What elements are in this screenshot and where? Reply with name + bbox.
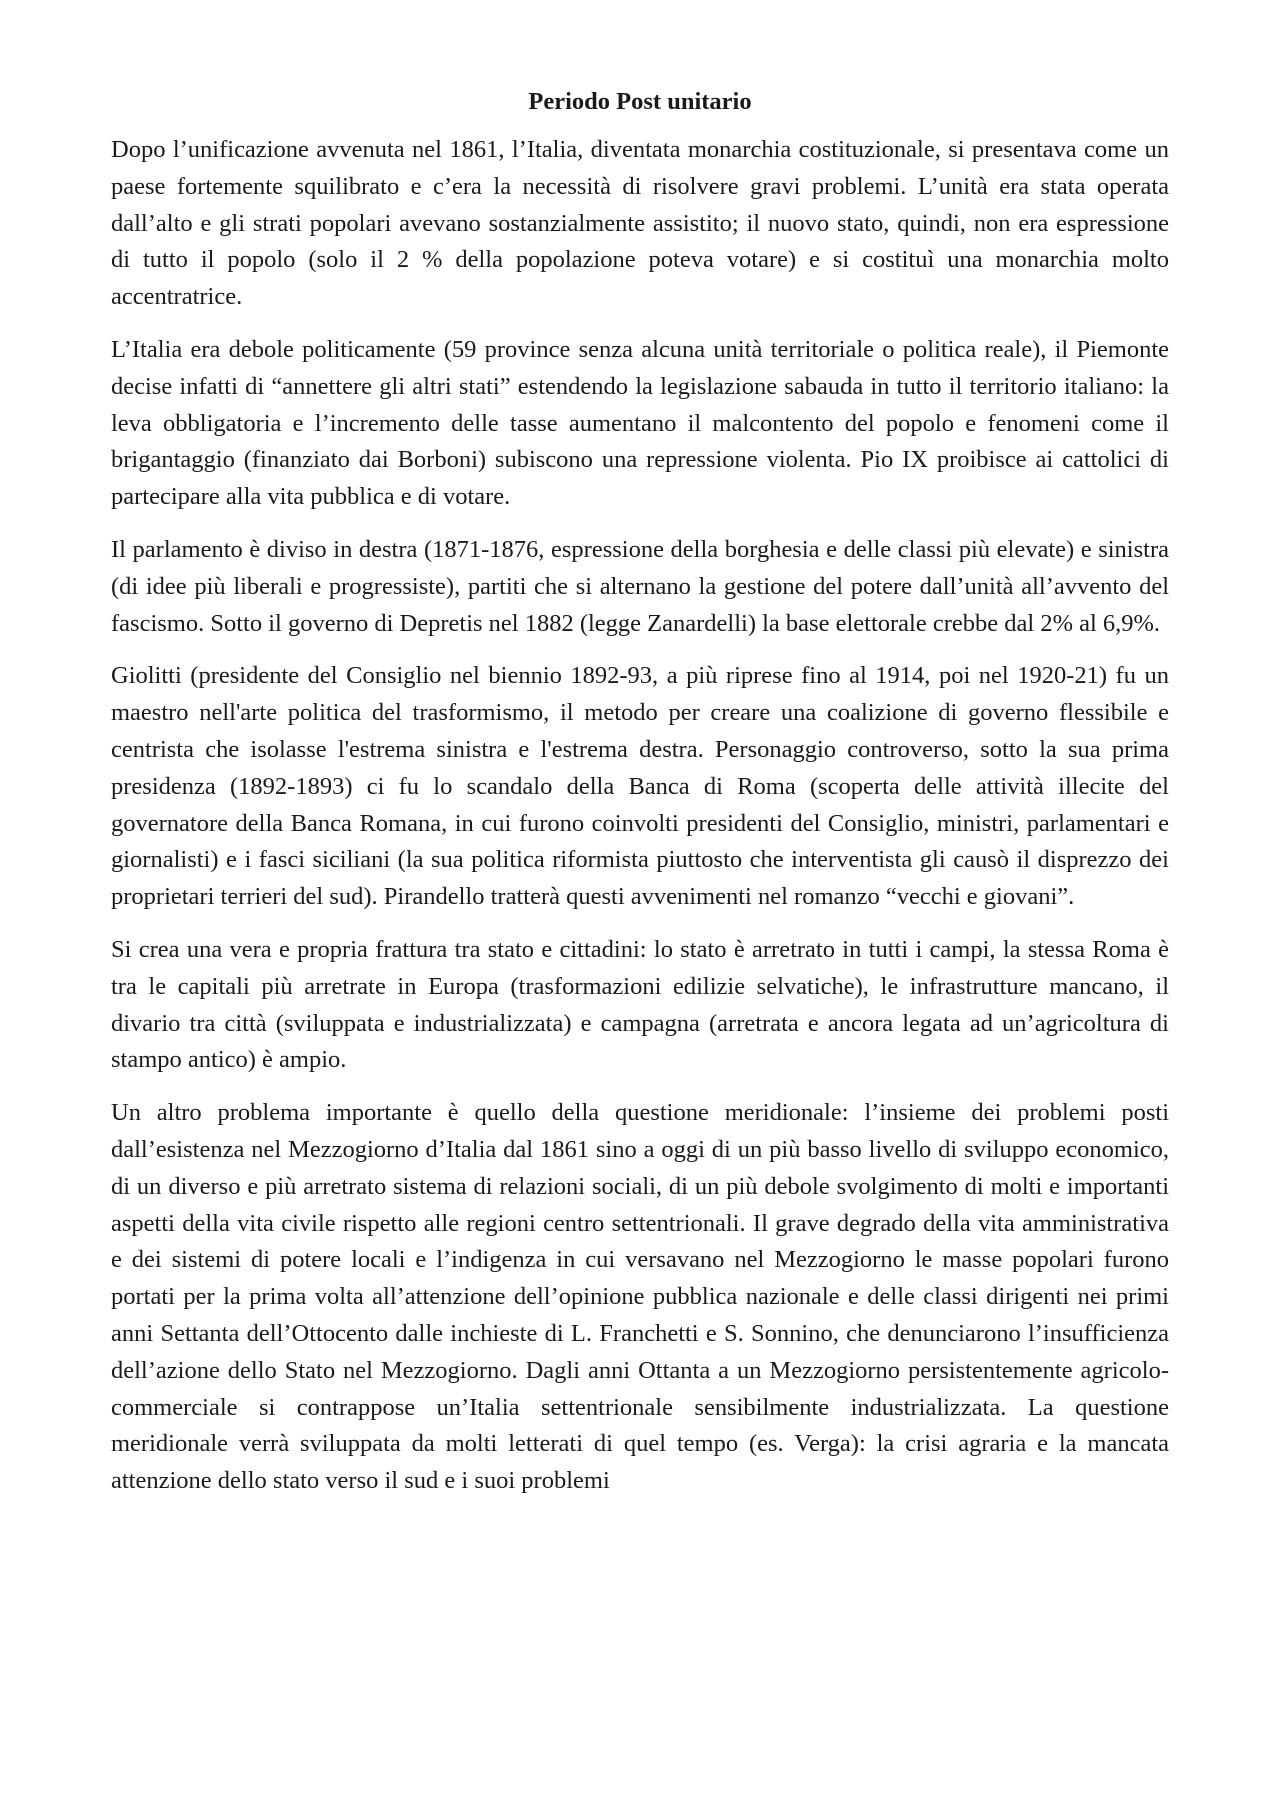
- paragraph-giolitti: Giolitti (presidente del Consiglio nel biennio 1892-93, a più riprese fino al 1914, poi nel 1920-21) fu un maestro nell'arte politica del trasformismo, il metodo per creare una coalizione di governo flessibile e centrista che isolasse l'estrema sinistra e l'estrema destra. Personaggio controverso, sotto la sua prima presidenza (1892-1893) ci fu lo scandalo della Banca di Roma (scoperta delle attività illecite del governatore della Banca Romana, in cui furono coinvolti presidenti del Consiglio, ministri, parlamentari e giornalisti) e i fasci siciliani (la sua politica riformista piuttosto che interventista gli causò il disprezzo dei proprietari terrieri del sud). Pirandello tratterà questi avvenimenti nel romanzo “vecchi e giovani”.: [111, 662, 1169, 911]
- paragraph-parlamento: Il parlamento è diviso in destra (1871-1876, espressione della borghesia e delle classi più elevate) e sinistra (di idee più liberali e progressiste), partiti che si alternano la gestione del potere dall’unità all’avvento del fascismo. Sotto il governo di Depretis nel 1882 (legge Zanardelli) la base elettorale crebbe dal 2% al 6,9%.: [111, 535, 1169, 637]
- page-title: Periodo Post unitario: [528, 88, 752, 115]
- paragraph-questione-meridionale: Un altro problema importante è quello della questione meridionale: l’insieme dei problemi posti dall’esistenza nel Mezzogiorno d’Italia dal 1861 sino a oggi di un più basso livello di sviluppo economico, di un diverso e più arretrato sistema di relazioni sociali, di un più debole svolgimento di molti e importanti aspetti della vita civile rispetto alle regioni centro settentrionali. Il grave degrado della vita amministrativa e dei sistemi di potere locali e l’indigenza in cui versavano nel Mezzogiorno le masse popolari furono portati per la prima volta all’attenzione dell’opinione pubblica nazionale e delle classi dirigenti nei primi anni Settanta dell’Ottocento dalle inchieste di L. Franchetti e S. Sonnino, che denunciarono l’insufficienza dell’azione dello Stato nel Mezzogiorno. Dagli anni Ottanta a un Mezzogiorno persistentemente agricolo-commerciale si contrappose un’Italia settentrionale sensibilmente industrializzata. La questione meridionale verrà sviluppata da molti letterati di quel tempo (es. Verga): la crisi agraria e la mancata attenzione dello stato verso il sud e i suoi problemi: [111, 1099, 1169, 1495]
- paragraph-debolezza-politica: L’Italia era debole politicamente (59 province senza alcuna unità territoriale o politica reale), il Piemonte decise infatti di “annettere gli altri stati” estendendo la legislazione sabauda in tutto il territorio italiano: la leva obbligatoria e l’incremento delle tasse aumentano il malcontento del popolo e fenomeni come il brigantaggio (finanziato dai Borboni) subiscono una repressione violenta. Pio IX proibisce ai cattolici di partecipare alla vita pubblica e di votare.: [111, 335, 1169, 511]
- document-page: [111, 84, 1169, 1500]
- paragraph-unificazione: Dopo l’unificazione avvenuta nel 1861, l’Italia, diventata monarchia costituzionale, si presentava come un paese fortemente squilibrato e c’era la necessità di risolvere gravi problemi. L’unità era stata operata dall’alto e gli strati popolari avevano sostanzialmente assistito; il nuovo stato, quindi, non era espressione di tutto il popolo (solo il 2 % della popolazione poteva votare) e si costituì una monarchia molto accentratrice.: [111, 136, 1169, 311]
- paragraph-frattura-stato-cittadini: Si crea una vera e propria frattura tra stato e cittadini: lo stato è arretrato in tutti i campi, la stessa Roma è tra le capitali più arretrate in Europa (trasformazioni edilizie selvatiche), le infrastrutture mancano, il divario tra città (sviluppata e industrializzata) e campagna (arretrata e ancora legata ad un’agricoltura di stampo antico) è ampio.: [111, 935, 1169, 1074]
